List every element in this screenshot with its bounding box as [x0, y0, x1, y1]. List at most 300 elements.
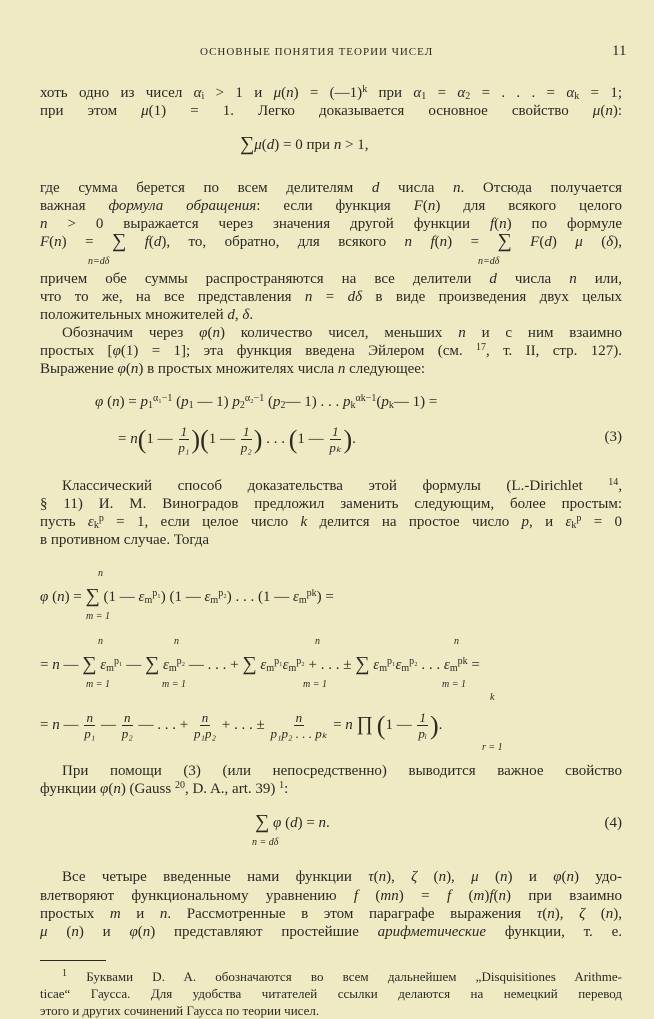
denominator: p₁ — [178, 440, 190, 455]
superscript: p₂ — [409, 656, 418, 667]
formula-phi-sum — [255, 811, 330, 833]
math-symbol: ε — [204, 589, 211, 605]
math-symbol: ε — [100, 657, 107, 673]
superscript: p₁ — [274, 656, 283, 667]
math-symbol: τ — [368, 869, 374, 885]
math-symbol: f — [430, 234, 435, 250]
text-run: ( — [434, 234, 440, 250]
text-run: ) представляют простейшие — [150, 924, 378, 940]
text-run: числа — [496, 271, 570, 287]
text-run: ) = — [398, 888, 447, 904]
text-run: в виде произведения двух целых — [362, 289, 622, 305]
fraction — [329, 424, 341, 455]
numerator: n — [124, 710, 131, 725]
superscript: p₁ — [152, 588, 161, 599]
equation-number: (4) — [604, 815, 622, 831]
text-run: = 1, если целое число — [103, 514, 301, 530]
denominator: p₁ — [84, 726, 96, 741]
math-symbol: α — [413, 85, 422, 101]
subscript: m — [401, 663, 410, 674]
math-symbol: φ — [129, 924, 138, 940]
text-run: ), то, обратно, для всякого — [161, 234, 405, 250]
page-number: 11 — [612, 43, 627, 59]
superscript: 20 — [174, 780, 185, 791]
text-run: ) по формуле — [506, 216, 622, 232]
math-symbol: F — [40, 234, 50, 250]
text-run: ( — [281, 815, 291, 831]
math-symbol: φ — [40, 589, 49, 605]
big-paren: ( — [137, 424, 147, 454]
text-run: простых — [40, 906, 110, 922]
text-line — [40, 306, 622, 324]
superscript: p₂ — [176, 656, 186, 667]
footnote-line — [40, 968, 622, 985]
text-run: ( — [561, 869, 567, 885]
text-run: . — [326, 815, 330, 831]
superscript: α₂−1 — [244, 393, 265, 404]
math-symbol: p — [232, 394, 240, 410]
big-paren: ) — [253, 424, 263, 454]
text-run: при этом — [40, 103, 142, 119]
text-run: Классический способ доказательства этой формулы (L.-Dirichlet — [62, 478, 609, 494]
math-symbol: μ — [471, 869, 479, 885]
math-symbol: f — [353, 888, 359, 904]
text-run: — — [122, 657, 145, 673]
subscript: m — [106, 663, 114, 674]
superscript: p — [576, 513, 582, 524]
math-symbol: n — [337, 361, 346, 377]
text-run: влетворяют функциональному уравнению — [40, 888, 354, 904]
math-symbol: d — [544, 234, 552, 250]
subscript: k — [388, 400, 394, 411]
product-limit: k — [490, 692, 495, 703]
text-run: ( — [493, 888, 499, 904]
subscript: m — [210, 595, 219, 606]
math-symbol: n — [605, 906, 614, 922]
text-run: = — [118, 430, 131, 447]
superscript: k — [362, 84, 368, 95]
subscript: 1 — [188, 400, 194, 411]
math-symbol: μ — [273, 85, 282, 101]
text-run: , — [234, 307, 243, 323]
big-operator: ∑ — [112, 230, 127, 252]
subscript: m — [168, 663, 177, 674]
text-run: — 1) . . . — [285, 394, 344, 410]
math-symbol: μ — [575, 234, 583, 250]
math-symbol: ζ — [411, 869, 418, 885]
text-run: = . . . = — [470, 85, 567, 101]
text-line — [40, 531, 622, 549]
text-run: ): — [612, 103, 622, 119]
text-run: ) = — [61, 234, 112, 250]
math-symbol: формула обращения — [108, 198, 257, 214]
text-line — [40, 495, 622, 513]
text-line — [40, 780, 622, 798]
math-symbol: n — [605, 103, 613, 119]
denominator: p₂ — [240, 440, 252, 455]
text-run: > 1 и — [204, 85, 274, 101]
text-run: § 11) И. М. Виноградов предложил заменить следующим, более простым: — [40, 496, 622, 512]
big-paren: ( — [376, 710, 386, 740]
math-symbol: φ — [117, 361, 126, 377]
subscript: m — [298, 595, 307, 606]
numerator: n — [295, 710, 303, 725]
text-line — [40, 905, 622, 923]
big-operator: ∑ — [144, 653, 160, 675]
numerator: n — [201, 710, 209, 725]
text-run: ) = — [297, 815, 319, 831]
math-symbol: n — [286, 85, 294, 101]
text-line — [40, 270, 622, 288]
text-run: и — [120, 906, 160, 922]
big-operator: ∏ — [356, 712, 374, 735]
product-limit: r = 1 — [482, 742, 503, 753]
math-symbol: d — [266, 137, 275, 153]
superscript: pk — [457, 656, 468, 667]
text-run: ( — [494, 216, 500, 232]
text-run: что то же, на все представления — [40, 289, 305, 305]
text-run: ( — [373, 869, 379, 885]
text-run: простых [ — [40, 343, 113, 359]
text-run: делится на простое число — [307, 514, 522, 530]
text-run: ) удо- — [574, 869, 623, 885]
text-run: (1) = 1]; эта функция введена Эйлером (см. — [120, 343, 477, 359]
math-symbol: n — [71, 924, 79, 940]
text-run: = 0 — [581, 514, 622, 530]
math-symbol: f — [144, 234, 149, 250]
sum-limit: n — [454, 636, 459, 647]
text-line — [40, 923, 622, 941]
text-run: ) и — [507, 869, 554, 885]
formula-vinogradov-1 — [40, 585, 334, 607]
text-line — [40, 360, 622, 378]
subscript: m — [266, 663, 275, 674]
text-run: ) = — [64, 589, 86, 605]
math-symbol: φ — [273, 815, 282, 831]
text-run: — — [97, 716, 120, 733]
sum-limit: m = 1 — [86, 679, 110, 690]
text-run: — 1) — [193, 394, 233, 410]
numerator: 1 — [243, 424, 250, 439]
text-run: — 1) = — [393, 394, 438, 410]
math-symbol: μ — [592, 103, 601, 119]
text-run: ), — [554, 906, 580, 922]
math-symbol: φ — [199, 325, 208, 341]
text-run: числа — [379, 180, 454, 196]
math-symbol: n — [453, 180, 461, 196]
sum-limit: n — [315, 636, 320, 647]
text-run: ( — [261, 137, 267, 153]
math-symbol: n — [57, 589, 65, 605]
text-run — [512, 234, 530, 250]
math-symbol: μ — [141, 103, 149, 119]
denominator: p₁p₂ . . . pₖ — [270, 726, 328, 741]
text-run: при — [367, 85, 414, 101]
text-run: ) — [484, 888, 490, 904]
text-run: ( — [585, 906, 606, 922]
text-run: ) в простых множителях числа — [138, 361, 338, 377]
fraction — [241, 424, 252, 455]
math-symbol: mn — [380, 888, 399, 904]
superscript: p₁ — [113, 656, 123, 667]
text-run: положительных множителей — [40, 307, 228, 323]
text-run: = — [312, 289, 348, 305]
text-run: ( — [207, 325, 213, 341]
math-symbol: ε — [138, 589, 145, 605]
math-symbol: ε — [565, 514, 572, 530]
math-symbol: n — [130, 361, 139, 377]
text-run: . — [249, 307, 254, 323]
math-symbol: n — [498, 888, 506, 904]
text-run: Обозначим через — [62, 325, 200, 341]
math-symbol: n — [130, 430, 138, 447]
text-run: > 1, — [341, 137, 369, 153]
text-run: ( — [417, 869, 439, 885]
math-symbol: ε — [162, 657, 169, 673]
math-symbol: n — [318, 815, 327, 831]
text-run: ( — [264, 394, 274, 410]
math-symbol: p — [140, 394, 149, 410]
math-symbol: n — [142, 924, 151, 940]
subscript: m — [288, 663, 297, 674]
text-run: 1 — — [385, 716, 416, 733]
text-run: хоть одно из чисел — [40, 85, 194, 101]
big-operator: ∑ — [82, 653, 97, 675]
text-line — [40, 215, 622, 233]
text-run: = — [426, 85, 458, 101]
text-run — [412, 234, 430, 250]
text-run: ) и — [78, 924, 130, 940]
equation-number: (3) — [604, 429, 622, 445]
text-run: ( — [358, 888, 381, 904]
math-symbol: α — [566, 85, 575, 101]
text-run: — — [59, 657, 83, 673]
numerator: 1 — [419, 710, 426, 725]
math-symbol: δ — [606, 234, 614, 250]
formula-moebius-sum — [240, 133, 369, 155]
text-run: : если функция — [256, 198, 414, 214]
text-run: или, — [576, 271, 623, 287]
math-symbol: ζ — [579, 906, 586, 922]
math-symbol: p — [273, 394, 281, 410]
text-run: ) для всякого целого — [435, 198, 622, 214]
math-symbol: φ — [95, 394, 104, 410]
text-run: функции, т. е. — [486, 924, 623, 940]
math-symbol: F — [530, 234, 540, 250]
superscript: 17 — [476, 342, 487, 353]
math-symbol: φ — [112, 343, 121, 359]
text-line — [40, 762, 622, 780]
fraction — [271, 710, 328, 741]
big-paren: ( — [200, 424, 209, 454]
superscript: α₁−1 — [153, 393, 173, 404]
text-run: ), — [446, 869, 472, 885]
subscript: 1 — [421, 91, 427, 102]
text-run: . Отсюда получается — [460, 180, 622, 196]
text-line — [40, 324, 622, 342]
text-run: — . . . + — [185, 657, 243, 673]
math-symbol: dδ — [347, 289, 363, 305]
text-line — [40, 513, 622, 531]
math-symbol: n — [566, 869, 574, 885]
text-run: в противном случае. Тогда — [40, 532, 210, 548]
math-symbol: α — [193, 85, 202, 101]
sum-limit: n=dδ — [88, 256, 110, 267]
math-symbol: n — [112, 394, 120, 410]
text-run: , — [618, 478, 622, 494]
running-title: ОСНОВНЫЕ ПОНЯТИЯ ТЕОРИИ ЧИСЕЛ — [200, 46, 434, 58]
math-symbol: τ — [536, 906, 543, 922]
subscript: m — [449, 663, 458, 674]
math-symbol: n — [427, 198, 436, 214]
text-run: ticae“ Гаусса. Для удобства читателей ссылки делаются на немецкий перевод — [40, 986, 622, 1001]
math-symbol: ε — [443, 657, 450, 673]
math-symbol: α — [457, 85, 466, 101]
text-run: ( — [47, 924, 72, 940]
text-run: ( — [600, 103, 606, 119]
math-symbol: n — [212, 325, 220, 341]
subscript: k — [93, 520, 99, 531]
math-symbol: μ — [40, 924, 48, 940]
superscript: 1 — [62, 968, 67, 979]
sum-limit: m = 1 — [86, 611, 110, 622]
text-run: 1 — — [146, 430, 177, 447]
formula-euler-phi-product — [118, 424, 356, 455]
formula-vinogradov-2 — [40, 653, 480, 675]
math-symbol: d — [153, 234, 162, 250]
fraction — [178, 424, 189, 455]
text-run: Все четыре введенные нами функции — [62, 869, 369, 885]
text-run: ( — [103, 394, 113, 410]
denominator: p₁p₂ — [194, 726, 217, 741]
big-paren: ) — [343, 424, 353, 454]
text-line — [40, 84, 622, 102]
text-run: ( — [478, 869, 500, 885]
math-symbol: δ — [242, 307, 250, 323]
math-symbol: n — [500, 869, 508, 885]
sum-limit: m = 1 — [442, 679, 466, 690]
math-symbol: n — [159, 906, 168, 922]
text-run: = — [329, 716, 346, 733]
subscript: m — [379, 663, 387, 674]
text-run: = — [467, 657, 480, 673]
math-symbol: n — [345, 716, 353, 733]
math-symbol: f — [446, 888, 452, 904]
math-symbol: m — [473, 888, 485, 904]
math-symbol: f — [489, 888, 494, 904]
text-run — [126, 234, 144, 250]
math-symbol: k — [300, 514, 308, 530]
footnote-line — [40, 1002, 622, 1019]
math-symbol: ε — [373, 657, 380, 673]
text-run: ( — [422, 198, 428, 214]
text-run: ( — [172, 394, 182, 410]
text-run: = 1; — [579, 85, 622, 101]
superscript: p₂ — [296, 656, 305, 667]
superscript: 14 — [608, 477, 619, 488]
text-run: ) = (—1) — [293, 85, 363, 101]
text-run: пусть — [40, 514, 88, 530]
text-run: следующее: — [345, 361, 426, 377]
text-run: , D. A., art. 39) — [184, 781, 280, 797]
text-run: — — [59, 716, 83, 733]
math-symbol: n — [113, 781, 121, 797]
math-symbol: ε — [282, 657, 289, 673]
sum-limit: n — [98, 636, 103, 647]
math-symbol: n — [439, 234, 448, 250]
text-run: ) . . . (1 — — [226, 589, 293, 605]
math-symbol: F — [413, 198, 423, 214]
text-run: : — [284, 781, 289, 797]
text-run: ) количество чисел, меньших — [219, 325, 459, 341]
subscript: 1 — [148, 400, 154, 411]
text-run: ( — [125, 361, 131, 377]
subscript: m — [144, 595, 153, 606]
math-symbol: n — [54, 234, 62, 250]
fraction — [417, 710, 428, 741]
superscript: αk−1 — [355, 393, 377, 404]
fraction — [194, 710, 216, 741]
text-run: ), — [613, 234, 622, 250]
denominator: p₂ — [121, 726, 133, 741]
text-run: > 0 выражается через значения другой функции — [47, 216, 490, 232]
fraction — [84, 710, 95, 741]
text-run: + . . . ± — [218, 716, 269, 733]
formula-vinogradov-3 — [40, 710, 442, 741]
text-run: . — [352, 430, 356, 447]
text-run: , и — [529, 514, 566, 530]
text-line — [40, 477, 622, 495]
text-line — [40, 230, 622, 252]
text-run: ) = — [119, 394, 141, 410]
math-symbol: f — [489, 216, 495, 232]
text-run: ( — [582, 234, 607, 250]
text-run: 1 — — [208, 430, 239, 447]
big-operator: ∑ — [85, 585, 100, 607]
text-run: (1 — — [99, 589, 139, 605]
numerator: 1 — [332, 424, 339, 439]
text-run: и с ним взаимно — [465, 325, 622, 341]
text-run: ( — [49, 234, 55, 250]
math-symbol: p — [381, 394, 389, 410]
math-symbol: ε — [292, 589, 299, 605]
text-run: ( — [539, 234, 545, 250]
superscript: p — [98, 513, 104, 524]
math-symbol: n — [52, 657, 60, 673]
text-run: ( — [137, 924, 143, 940]
text-run: ), — [386, 869, 412, 885]
superscript: pk — [306, 588, 317, 599]
math-symbol: m — [109, 906, 121, 922]
text-run: . — [438, 716, 443, 733]
text-run: где сумма берется по всем делителям — [40, 180, 372, 196]
math-symbol: ε — [395, 657, 402, 673]
text-run: 1 — — [297, 430, 328, 447]
text-run: Выражение — [40, 361, 118, 377]
text-run: (1) = 1. Легко доказывается основное свойство — [148, 103, 593, 119]
text-run: . Рассмотренные в этом параграфе выражения — [167, 906, 537, 922]
fraction — [122, 710, 133, 741]
subscript: 2 — [239, 400, 245, 411]
subscript: k — [574, 91, 580, 102]
text-run: ( — [451, 888, 474, 904]
math-symbol: n — [378, 869, 387, 885]
text-run: ) = 0 при — [274, 137, 334, 153]
math-symbol: p — [181, 394, 189, 410]
text-run: ( — [376, 394, 382, 410]
text-line — [40, 868, 622, 886]
big-operator: ∑ — [240, 133, 255, 155]
